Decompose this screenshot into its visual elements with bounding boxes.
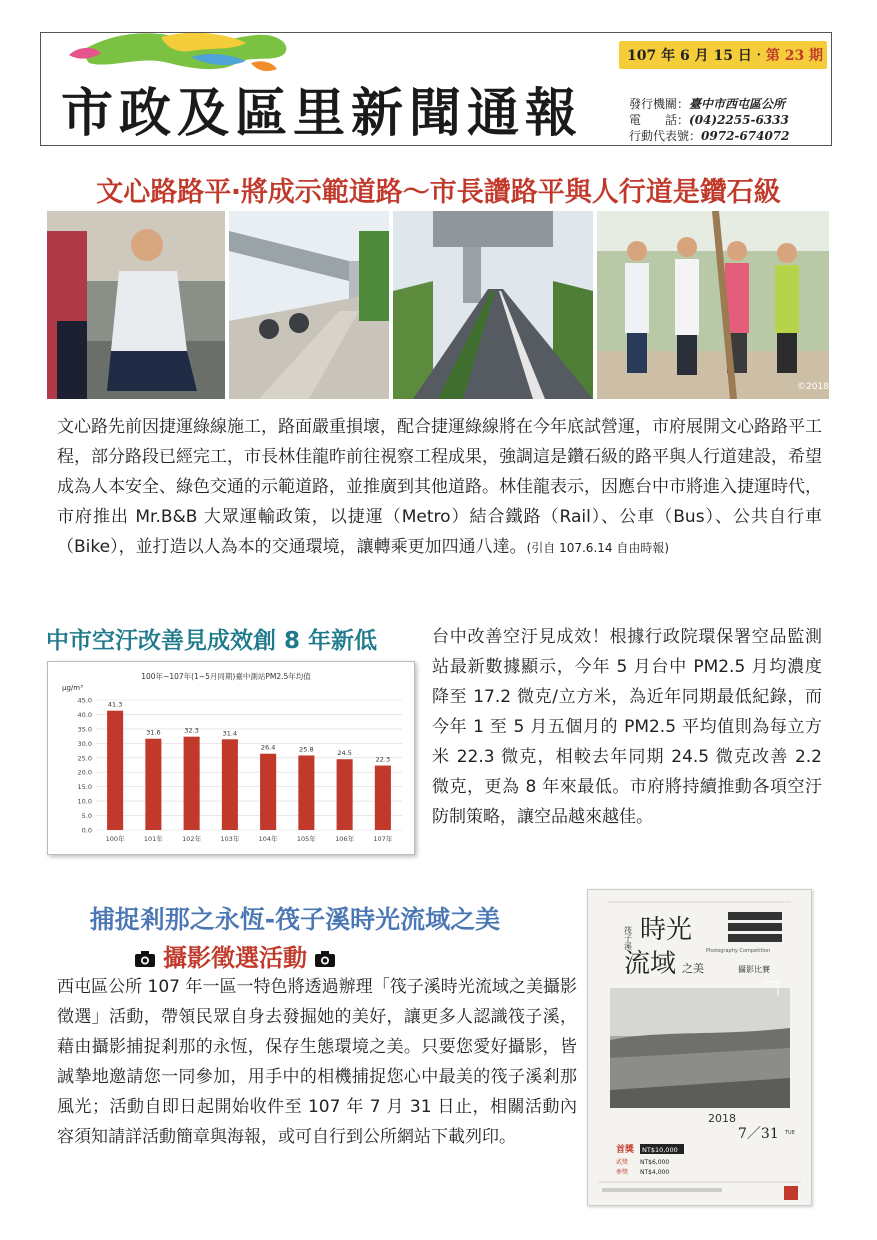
rep-phone-label: 行動代表號： [629, 129, 702, 143]
issue-number: 第 23 期 [765, 48, 824, 64]
pm25-chart [47, 661, 415, 855]
chart-bar [184, 737, 200, 830]
chart-y-tick-label: 5.0 [81, 812, 92, 821]
article1-citation: (引自 107.6.14 自由時報) [526, 541, 670, 555]
masthead-title: 市政及區里新聞通報 [61, 83, 584, 144]
chart-y-tick-label: 20.0 [77, 768, 92, 777]
article2-headline: 中市空汙改善見成效創 8 年新低 [46, 628, 378, 654]
photo-officials-group [597, 211, 829, 399]
phone-line [629, 111, 789, 128]
poster-title-suffix: 之美 [682, 962, 704, 975]
chart-bar [375, 766, 391, 830]
phone-number: (04)2255-6333 [689, 113, 789, 127]
publisher-line [629, 95, 785, 112]
chart-bar [337, 759, 353, 830]
chart-x-tick-label: 106年 [335, 835, 355, 843]
chart-y-tick-label: 15.0 [77, 783, 92, 792]
poster-side-label: 筏子溪 [623, 926, 633, 950]
chart-value-label: 31.4 [222, 729, 238, 738]
article3-body: 西屯區公所 107 年一區一特色將透過辦理「筏子溪時光流域之美攝影徵選」活動，帶領民眾自身去發掘她的美好，讓更多人認識筏子溪，藉由攝影捕捉剎那的永恆，保存生態環境之美。只要您愛好攝影，皆誠摯地邀請您一同參加，用手中的相機捕捉您心中最美的筏子溪剎那風光；活動自即日起開始收件至 107 年 7 月 31 日止，相關活動內容須知請詳活動簡章與海報，或可自行到公所網站下載列印。 [57, 977, 577, 1147]
photo-contest-poster [587, 889, 812, 1206]
chart-value-label: 24.5 [337, 749, 352, 758]
chart-bar [260, 754, 276, 830]
publisher-name: 臺中市西屯區公所 [689, 97, 786, 111]
chart-x-tick-label: 104年 [258, 835, 278, 843]
photo-wenxin-road [393, 211, 593, 399]
publisher-label: 發行機關： [629, 97, 690, 111]
article3-subheadline: 攝影徵選活動 [163, 944, 307, 972]
photo-sidewalk [229, 211, 389, 399]
article1-body [57, 412, 822, 563]
chart-bar [298, 755, 314, 830]
chart-y-tick-label: 35.0 [77, 725, 92, 734]
chart-value-label: 26.4 [260, 743, 276, 752]
chart-y-tick-label: 25.0 [77, 754, 92, 763]
article3-subheadline-row [40, 938, 430, 973]
phone-label: 電 話： [629, 113, 690, 127]
chart-x-tick-label: 105年 [296, 835, 316, 843]
chart-y-unit: μg/m³ [62, 684, 83, 692]
poster-prize-2: NT$6,000 [640, 1159, 670, 1166]
chart-x-tick-label: 100年 [105, 835, 125, 843]
camera-icon [315, 951, 335, 967]
issue-date: 107 年 6 月 15 日 [627, 48, 752, 64]
chart-y-tick-label: 30.0 [77, 739, 92, 748]
poster-deadline-day: TUE [785, 1130, 795, 1136]
camera-icon [135, 951, 155, 967]
rep-phone-line [629, 127, 790, 144]
chart-y-tick-label: 10.0 [77, 797, 92, 806]
poster-title-bottom: 流域 [624, 949, 677, 979]
chart-x-tick-label: 102年 [182, 835, 202, 843]
poster-english: Photography Competition [706, 948, 771, 954]
chart-value-label: 31.6 [146, 728, 161, 737]
chart-x-tick-label: 107年 [373, 835, 393, 843]
issue-separator: ‧ [751, 48, 766, 64]
chart-y-tick-label: 45.0 [77, 696, 92, 705]
chart-value-label: 22.3 [375, 755, 391, 764]
poster-prize-1-label: 首獎 [616, 1145, 635, 1155]
chart-y-tick-label: 0.0 [81, 826, 92, 835]
photo-strip [47, 211, 829, 399]
issue-info [627, 45, 823, 65]
chart-value-label: 25.8 [299, 745, 314, 754]
poster-subtitle: 攝影比賽 [738, 965, 770, 974]
chart-grid [96, 700, 402, 830]
poster-prize-1: NT$10,000 [642, 1146, 678, 1154]
chart-bar [145, 739, 161, 830]
masthead [40, 32, 832, 146]
article3-headline: 捕捉剎那之永恆-筏子溪時光流域之美 [89, 905, 501, 934]
chart-bar [107, 711, 123, 830]
photo-mayor-inspecting [47, 211, 225, 399]
chart-bar [222, 739, 238, 830]
rep-phone-number: 0972-674072 [701, 129, 790, 143]
article1-headline: 文心路路平‧將成示範道路～市長讚路平與人行道是鑽石級 [96, 177, 781, 208]
pm25-chart-svg [48, 662, 414, 854]
chart-value-label: 32.3 [184, 726, 199, 735]
poster-prize-3-label: 參獎 [616, 1169, 629, 1176]
poster-prize-2-label: 貳獎 [616, 1159, 629, 1166]
article2-body: 台中改善空汙見成效！根據行政院環保署空品監測站最新數據顯示，今年 5 月台中 PM2.5 月均濃度降至 17.2 微克/立方米，為近年同期最低紀錄，而今年 1 至 5 月五個月的 PM2.5 平均值則為每立方米 22.3 微克，相較去年同期 24.5 微克改善 2.2 微克，更為 8 年來最低。市府將持續推動各項空汙防制策略，讓空品越來越佳。 [432, 627, 822, 827]
poster-prize-3: NT$4,000 [640, 1169, 670, 1176]
chart-title: 100年~107年(1~5月同期)臺中測站PM2.5年均值 [141, 672, 311, 681]
poster-year: 2018 [708, 1112, 736, 1125]
poster-artwork [588, 890, 811, 1205]
chart-y-tick-label: 40.0 [77, 710, 92, 719]
photo-credit: ©2018 [797, 382, 829, 392]
chart-x-tick-label: 103年 [220, 835, 240, 843]
poster-title-top: 時光 [640, 915, 693, 945]
chart-y-ticks [78, 697, 92, 835]
chart-value-label: 41.3 [107, 700, 123, 709]
chart-x-ticks [106, 834, 393, 843]
poster-deadline: 7／31 [738, 1126, 779, 1142]
chart-x-tick-label: 101年 [143, 835, 163, 843]
article1-body-text: 文心路先前因捷運綠線施工，路面嚴重損壞，配合捷運綠線將在今年底試營運，市府展開文心路路平工程，部分路段已經完工，市長林佳龍昨前往視察工程成果，強調這是鑽石級的路平與人行道建設，希望成為人本安全、綠色交通的示範道路，並推廣到其他道路。林佳龍表示，因應台中市將進入捷運時代，市府推出 Mr.B&B 大眾運輸政策，以捷運（Metro）結合鐵路（Rail）、公車（Bus）、公共自行車（Bike），並打造以人為本的交通環境，讓轉乘更加四通八達。 [57, 417, 822, 557]
